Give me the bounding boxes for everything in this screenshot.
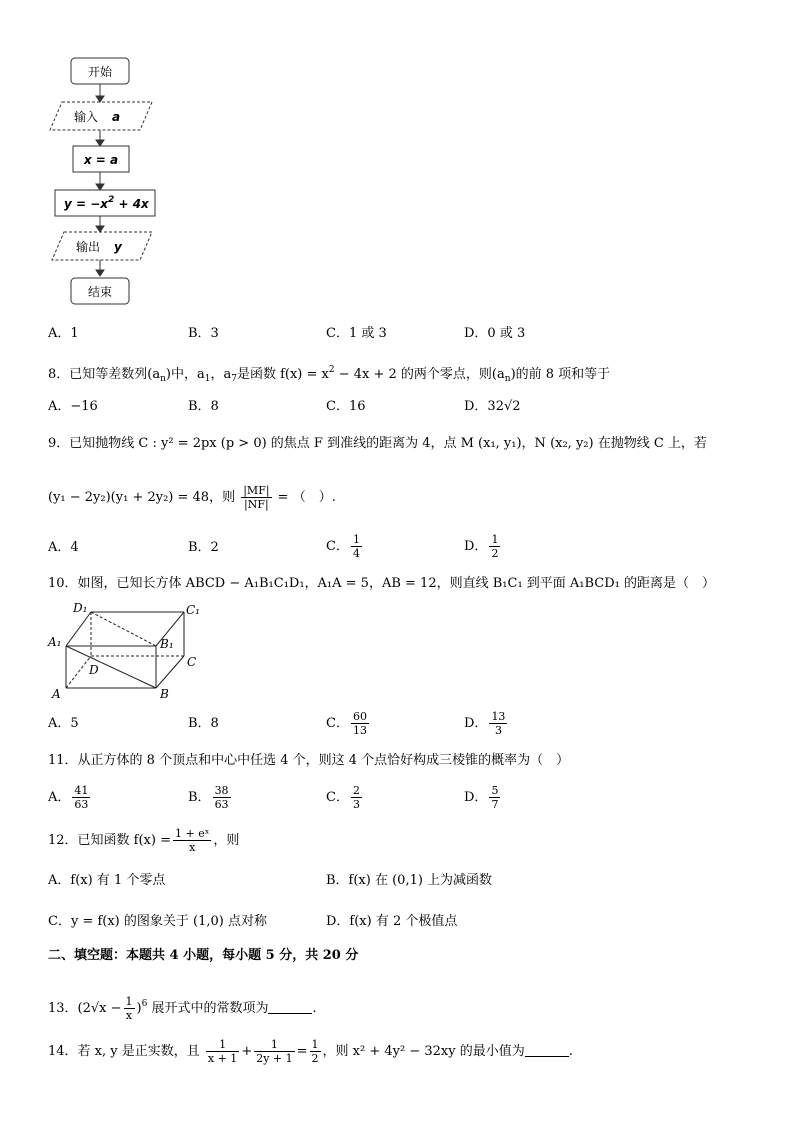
q12-option-d: D．f(x) 有 2 个极值点 <box>326 914 458 929</box>
flowchart <box>44 52 164 310</box>
q11-option-c: C． $\frac{2}{3}$ <box>326 784 360 811</box>
label-a: A <box>52 687 61 701</box>
q7-option-a: A．1 <box>48 326 79 341</box>
compute-label: $y = -x^2 + 4x$ <box>64 195 149 211</box>
q9-option-d: D． $\frac{1}{2}$ <box>464 533 499 560</box>
q11-option-a: A． $\frac{41}{63}$ <box>48 784 89 811</box>
q12-option-a: A．f(x) 有 1 个零点 <box>48 873 166 888</box>
q12-stem: 12．已知函数 f(x) = $\frac{\text{1 + eˣ}}{x}$ ，则 <box>48 827 240 854</box>
q13-stem: 13．(2√x − $\frac{1}{x}$ )$^6$ 展开式中的常数项为 . <box>48 995 317 1022</box>
end-label: 结束 <box>87 285 113 299</box>
q9-option-a: A．4 <box>48 540 79 555</box>
q7-option-d: D．0 或 3 <box>464 326 526 341</box>
q10-option-d: D． $\frac{13}{3}$ <box>464 710 506 737</box>
label-c: C <box>187 655 197 669</box>
q9-condition: (y₁ − 2y₂)(y₁ + 2y₂) = 48，则 $\frac{|MF|}{|NF|}$ = （ ）. <box>48 484 336 511</box>
section-heading: 二、填空题：本题共 4 小题，每小题 5 分，共 20 分 <box>48 948 359 963</box>
assign-label: x = a <box>83 153 119 167</box>
q10-stem: 10．如图，已知长方体 ABCD − A₁B₁C₁D₁，A₁A = 5，AB = 12，则直线 B₁C₁ 到平面 A₁BCD₁ 的距离是（ ） <box>48 576 716 591</box>
label-d: D <box>89 663 99 677</box>
q8-option-c: C．16 <box>326 399 366 414</box>
label-c1: C₁ <box>186 603 200 617</box>
q7-option-c: C．1 或 3 <box>326 326 387 341</box>
q8-option-d: D．32√2 <box>464 399 521 414</box>
q9-stem: 9．已知抛物线 C : y² = 2px (p > 0) 的焦点 F 到准线的距离为 4，点 M (x₁, y₁)，N (x₂, y₂) 在抛物线 C 上，若 <box>48 436 707 451</box>
output-var: y <box>114 240 122 254</box>
q10-option-a: A．5 <box>48 716 79 731</box>
output-label: 输出 <box>75 240 101 254</box>
q14-stem: 14．若 x, y 是正实数，且 $\frac{1}{x + 1}$ + $\frac{1}{2y + 1}$ = $\frac{1}{2}$ ，则 x² + 4y² − 32xy 的最小值为 . <box>48 1038 573 1065</box>
label-b1: B₁ <box>160 637 174 651</box>
input-var: a <box>112 110 121 124</box>
q9-option-b: B．2 <box>188 540 219 555</box>
q7-option-b: B．3 <box>188 326 219 341</box>
label-a1: A₁ <box>48 635 62 649</box>
q12-option-c: C．y = f(x) 的图象关于 (1,0) 点对称 <box>48 914 267 929</box>
q8-option-b: B．8 <box>188 399 219 414</box>
label-d1: D₁ <box>73 601 88 615</box>
q11-option-b: B． $\frac{38}{63}$ <box>188 784 229 811</box>
q12-option-b: B．f(x) 在 (0,1) 上为减函数 <box>326 873 493 888</box>
q13-answer-blank[interactable] <box>268 1001 312 1014</box>
q9-frac-num: |MF| <box>243 484 270 497</box>
start-label: 开始 <box>87 65 113 79</box>
q10-option-c: C． $\frac{60}{13}$ <box>326 710 367 737</box>
input-node <box>50 102 152 130</box>
q9-frac-den: |NF| <box>244 498 269 511</box>
input-label: 输入 <box>73 110 99 124</box>
q8-stem: 8．已知等差数列$(a_n)$中，$a_1$，$a_7$是函数 $f(x) = x^2 - 4x + 2$ 的两个零点，则$(a_n)$的前 8 项和等于 <box>48 365 611 384</box>
q14-answer-blank[interactable] <box>525 1044 569 1057</box>
q10-option-b: B．8 <box>188 716 219 731</box>
cuboid-figure <box>46 600 206 702</box>
label-b: B <box>160 687 169 701</box>
q11-stem: 11．从正方体的 8 个顶点和中心中任选 4 个，则这 4 个点恰好构成三棱锥的概率为（ ） <box>48 753 570 768</box>
q11-option-d: D． $\frac{5}{7}$ <box>464 784 499 811</box>
output-node <box>52 232 152 260</box>
q8-option-a: A．−16 <box>48 399 98 414</box>
q9-option-c: C． $\frac{1}{4}$ <box>326 533 360 560</box>
